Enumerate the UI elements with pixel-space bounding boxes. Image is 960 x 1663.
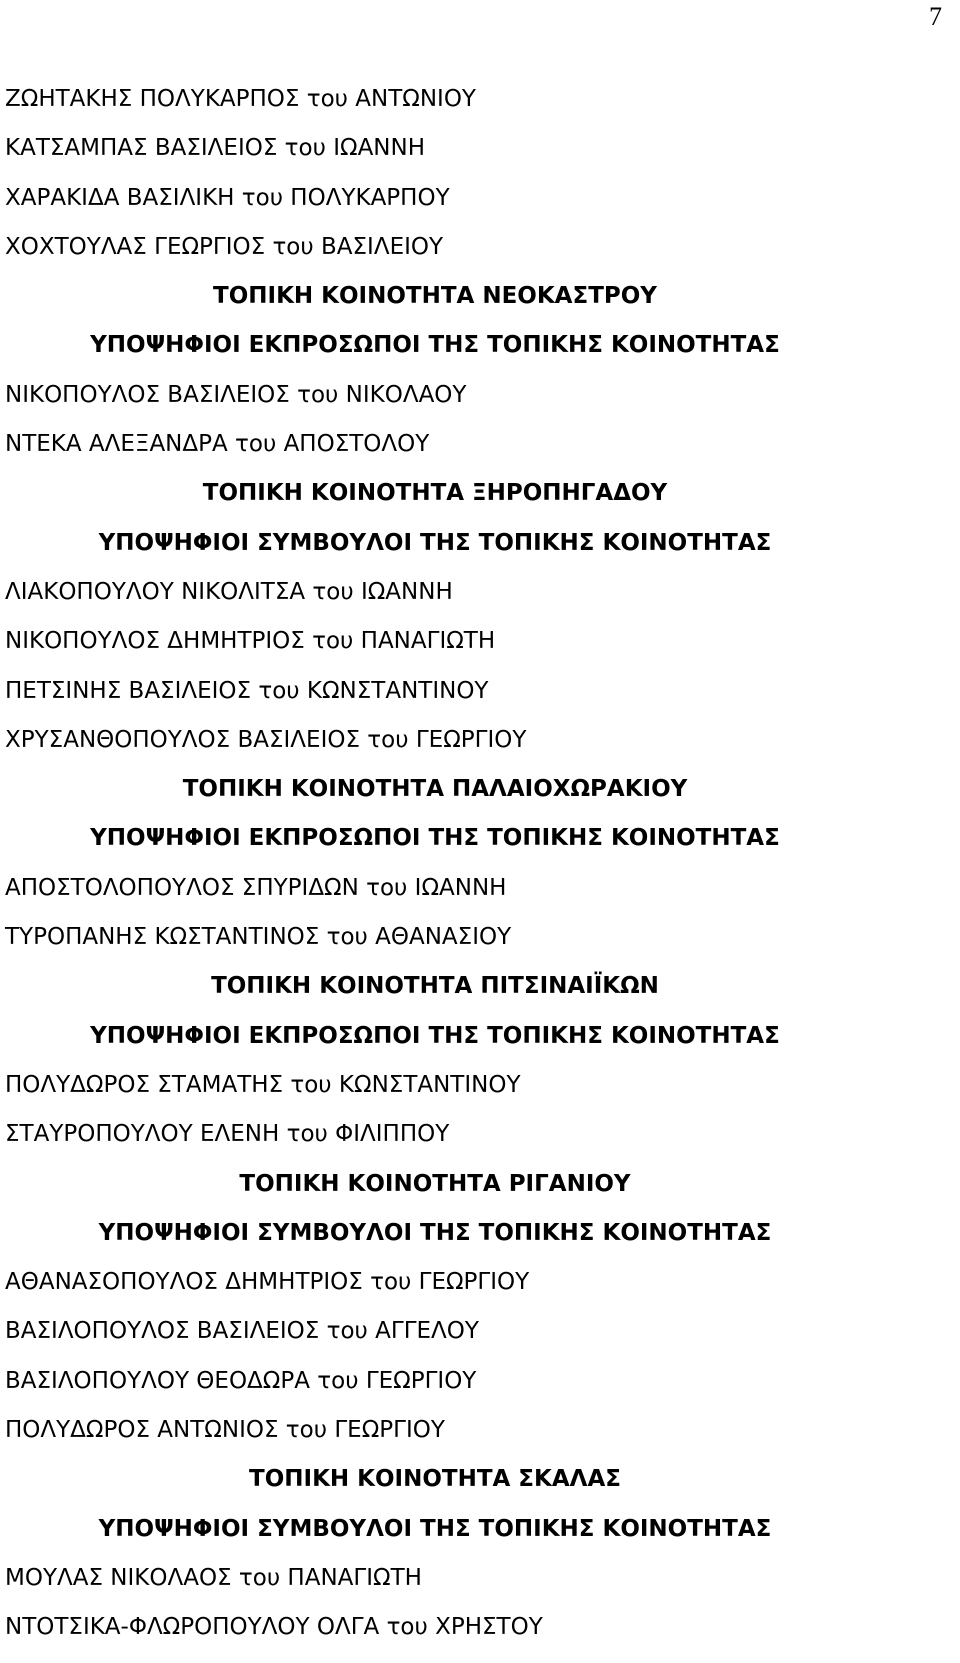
section-heading: ΤΟΠΙΚΗ ΚΟΙΝΟΤΗΤΑ ΠΑΛΑΙΟΧΩΡΑΚΙΟΥ — [182, 776, 688, 803]
page-number: 7 — [929, 2, 942, 31]
section-heading: ΥΠΟΨΗΦΙΟΙ ΣΥΜΒΟΥΛΟΙ ΤΗΣ ΤΟΠΙΚΗΣ ΚΟΙΝΟΤΗΤΑΣ — [98, 1515, 772, 1542]
candidate-name: ΜΟΥΛΑΣ ΝΙΚΟΛΑΟΣ του ΠΑΝΑΓΙΩΤΗ — [5, 1564, 422, 1591]
candidate-name: ΚΑΤΣΑΜΠΑΣ ΒΑΣΙΛΕΙΟΣ του ΙΩΑΝΝΗ — [5, 135, 426, 162]
candidate-name: ΣΤΑΥΡΟΠΟΥΛΟΥ ΕΛΕΝΗ του ΦΙΛΙΠΠΟΥ — [5, 1121, 450, 1148]
section-heading: ΥΠΟΨΗΦΙΟΙ ΕΚΠΡΟΣΩΠΟΙ ΤΗΣ ΤΟΠΙΚΗΣ ΚΟΙΝΟΤΗΤΑΣ — [90, 825, 780, 852]
candidate-name: ΠΟΛΥΔΩΡΟΣ ΣΤΑΜΑΤΗΣ του ΚΩΝΣΤΑΝΤΙΝΟΥ — [5, 1071, 521, 1098]
candidate-name: ΝΙΚΟΠΟΥΛΟΣ ΔΗΜΗΤΡΙΟΣ του ΠΑΝΑΓΙΩΤΗ — [5, 628, 496, 655]
section-heading: ΤΟΠΙΚΗ ΚΟΙΝΟΤΗΤΑ ΠΙΤΣΙΝΑΙΪΚΩΝ — [211, 973, 659, 1000]
candidate-name: ΝΙΚΟΠΟΥΛΟΣ ΒΑΣΙΛΕΙΟΣ του ΝΙΚΟΛΑΟΥ — [5, 381, 467, 408]
section-heading: ΥΠΟΨΗΦΙΟΙ ΕΚΠΡΟΣΩΠΟΙ ΤΗΣ ΤΟΠΙΚΗΣ ΚΟΙΝΟΤΗΤΑΣ — [90, 1022, 780, 1049]
candidate-name: ΑΠΟΣΤΟΛΟΠΟΥΛΟΣ ΣΠΥΡΙΔΩΝ του ΙΩΑΝΝΗ — [5, 874, 507, 901]
section-heading: ΥΠΟΨΗΦΙΟΙ ΣΥΜΒΟΥΛΟΙ ΤΗΣ ΤΟΠΙΚΗΣ ΚΟΙΝΟΤΗΤΑΣ — [98, 1219, 772, 1246]
candidate-name: ΝΤΟΤΣΙΚΑ-ΦΛΩΡΟΠΟΥΛΟΥ ΟΛΓΑ του ΧΡΗΣΤΟΥ — [5, 1614, 543, 1641]
candidate-name: ΒΑΣΙΛΟΠΟΥΛΟΥ ΘΕΟΔΩΡΑ του ΓΕΩΡΓΙΟΥ — [5, 1367, 477, 1394]
section-heading: ΥΠΟΨΗΦΙΟΙ ΣΥΜΒΟΥΛΟΙ ΤΗΣ ΤΟΠΙΚΗΣ ΚΟΙΝΟΤΗΤΑΣ — [98, 529, 772, 556]
candidate-list — [5, 75, 865, 1653]
candidate-name: ΠΕΤΣΙΝΗΣ ΒΑΣΙΛΕΙΟΣ του ΚΩΝΣΤΑΝΤΙΝΟΥ — [5, 677, 489, 704]
section-heading: ΤΟΠΙΚΗ ΚΟΙΝΟΤΗΤΑ ΡΙΓΑΝΙΟΥ — [239, 1170, 631, 1197]
candidate-name: ΑΘΑΝΑΣΟΠΟΥΛΟΣ ΔΗΜΗΤΡΙΟΣ του ΓΕΩΡΓΙΟΥ — [5, 1269, 530, 1296]
candidate-name: ΒΑΣΙΛΟΠΟΥΛΟΣ ΒΑΣΙΛΕΙΟΣ του ΑΓΓΕΛΟΥ — [5, 1318, 479, 1345]
candidate-name: ΧΡΥΣΑΝΘΟΠΟΥΛΟΣ ΒΑΣΙΛΕΙΟΣ του ΓΕΩΡΓΙΟΥ — [5, 726, 527, 753]
candidate-name: ΝΤΕΚΑ ΑΛΕΞΑΝΔΡΑ του ΑΠΟΣΤΟΛΟΥ — [5, 431, 430, 458]
section-heading: ΤΟΠΙΚΗ ΚΟΙΝΟΤΗΤΑ ΣΚΑΛΑΣ — [249, 1466, 621, 1493]
section-heading: ΤΟΠΙΚΗ ΚΟΙΝΟΤΗΤΑ ΝΕΟΚΑΣΤΡΟΥ — [213, 283, 657, 310]
section-heading: ΥΠΟΨΗΦΙΟΙ ΕΚΠΡΟΣΩΠΟΙ ΤΗΣ ΤΟΠΙΚΗΣ ΚΟΙΝΟΤΗΤΑΣ — [90, 332, 780, 359]
candidate-name: ΧΟΧΤΟΥΛΑΣ ΓΕΩΡΓΙΟΣ του ΒΑΣΙΛΕΙΟΥ — [5, 233, 444, 260]
candidate-name: ΤΥΡΟΠΑΝΗΣ ΚΩΣΤΑΝΤΙΝΟΣ του ΑΘΑΝΑΣΙΟΥ — [5, 924, 512, 951]
section-heading: ΤΟΠΙΚΗ ΚΟΙΝΟΤΗΤΑ ΞΗΡΟΠΗΓΑΔΟΥ — [202, 480, 668, 507]
candidate-name: ΖΩΗΤΑΚΗΣ ΠΟΛΥΚΑΡΠΟΣ του ΑΝΤΩΝΙΟΥ — [5, 86, 476, 112]
candidate-name: ΠΟΛΥΔΩΡΟΣ ΑΝΤΩΝΙΟΣ του ΓΕΩΡΓΙΟΥ — [5, 1417, 445, 1444]
candidate-name: ΧΑΡΑΚΙΔΑ ΒΑΣΙΛΙΚΗ του ΠΟΛΥΚΑΡΠΟΥ — [5, 184, 450, 211]
candidate-name: ΛΙΑΚΟΠΟΥΛΟΥ ΝΙΚΟΛΙΤΣΑ του ΙΩΑΝΝΗ — [5, 578, 453, 605]
